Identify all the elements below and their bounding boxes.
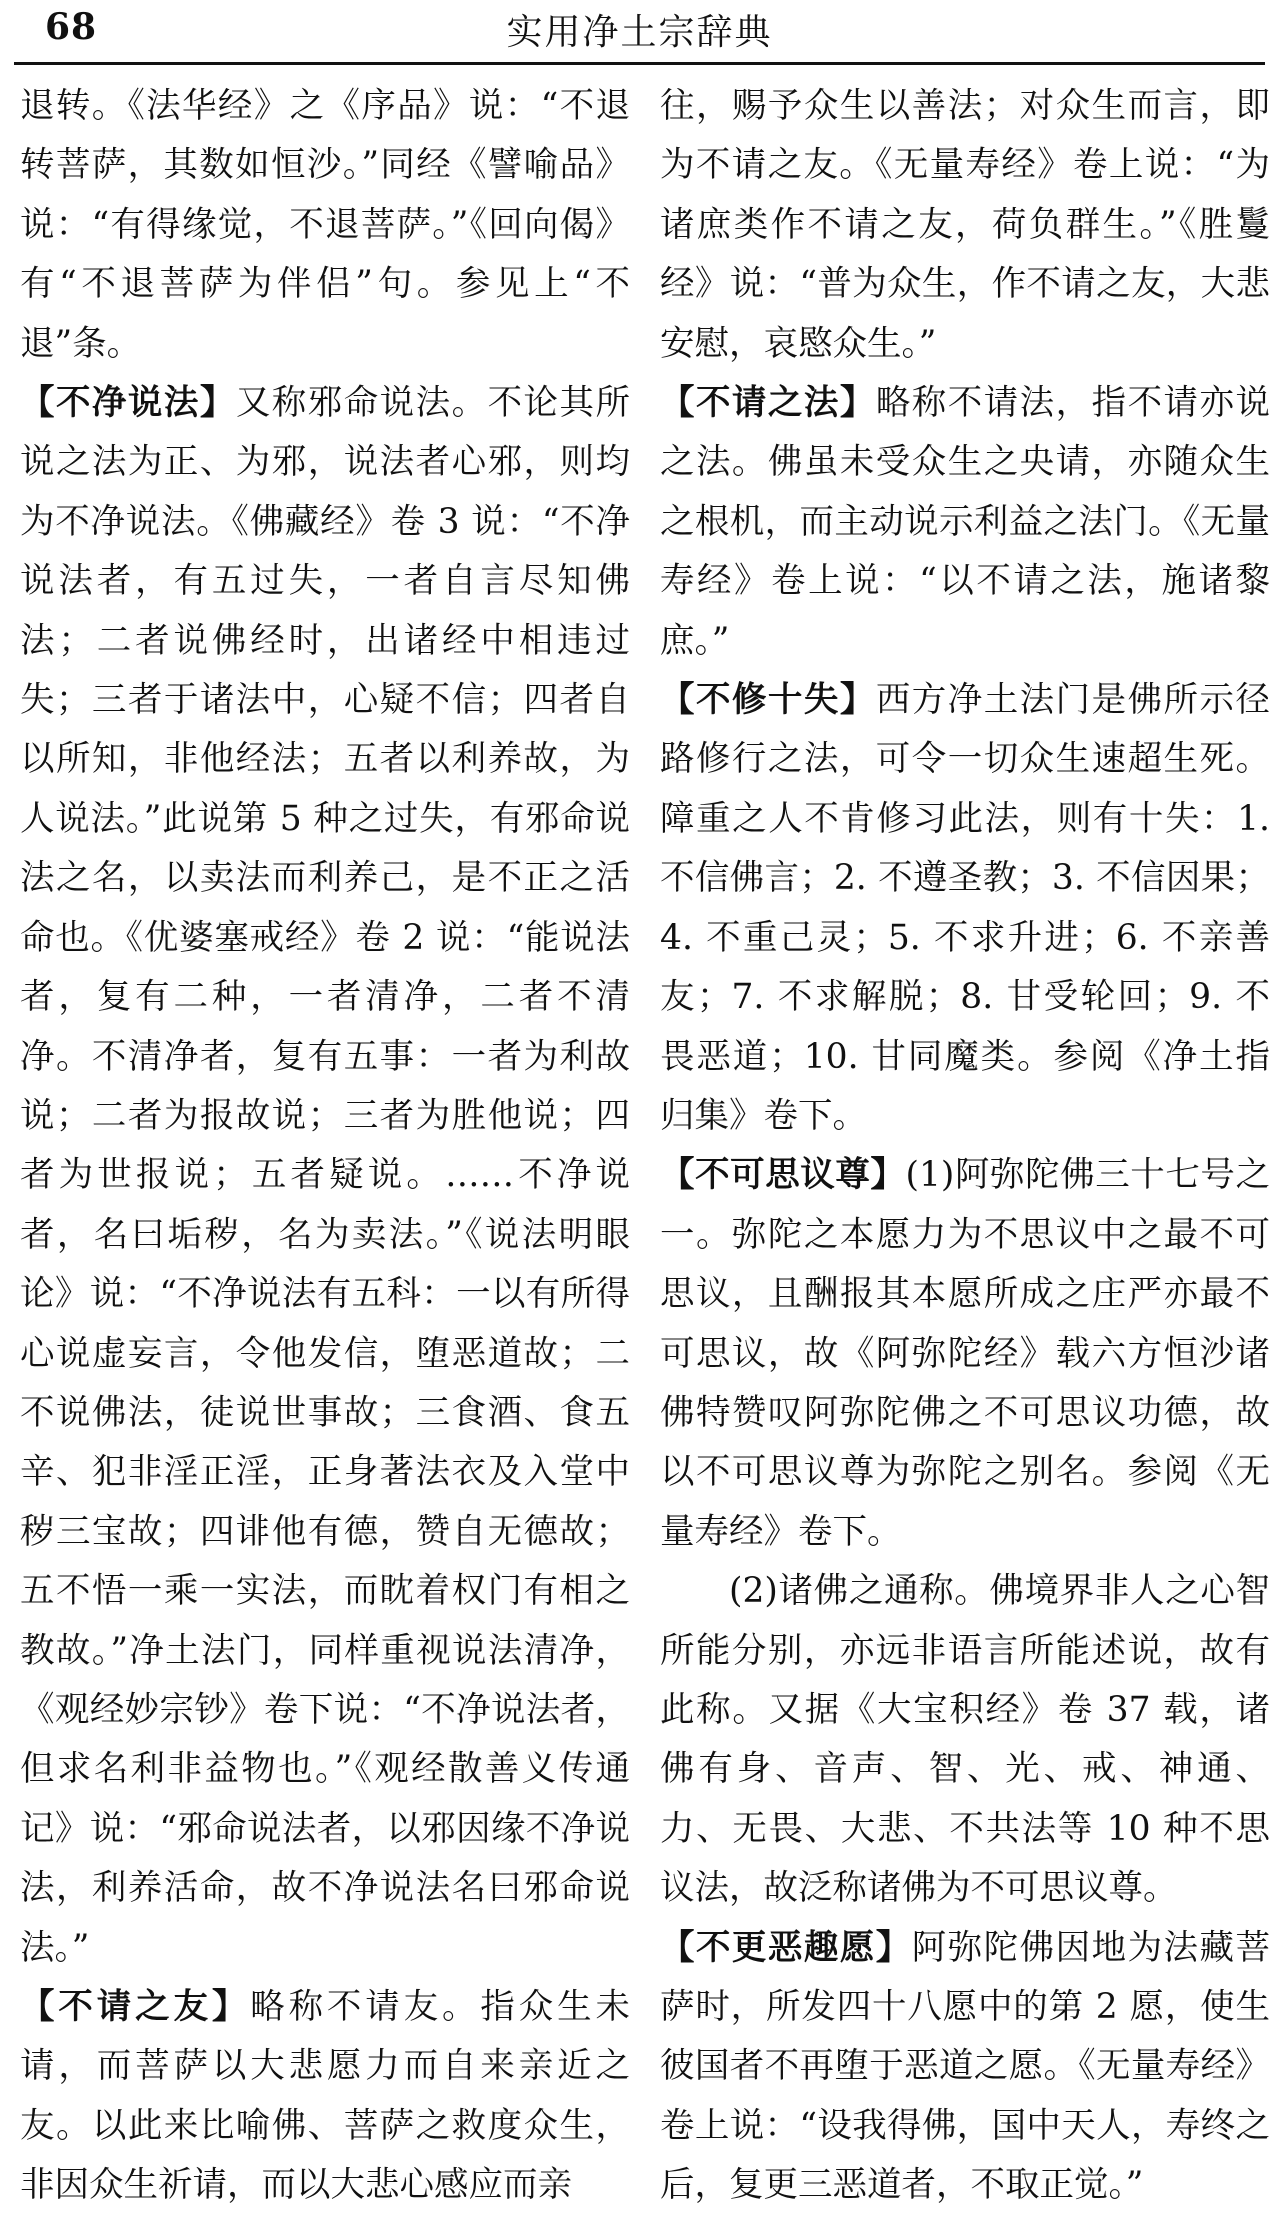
- entry-headword: 【不可思议尊】: [660, 1155, 906, 1196]
- header-rule: [14, 62, 1265, 65]
- page-header: [0, 0, 1279, 70]
- entry-definition: 又称邪命说法。不论其所说之法为正、为邪，说法者心邪，则均为不净说法。《佛藏经》卷 3 说：“不净说法者，有五过失，一者自言尽知佛法；二者说佛经时，出诸经中相违过失；三者于诸法中，心疑不信；四者自以所知，非他经法；五者以利养故，为人说法。”此说第 5 种之过失，有邪命说法之名，以卖法而利养己，是不正之活命也。《优婆塞戒经》卷 2 说：“能说法者，复有二种，一者清净，二者不清净。不清净者，复有五事：一者为利故说；二者为报故说；三者为胜他说；四者为世报说；五者疑说。……不净说者，名曰垢秽，名为卖法。”《说法明眼论》说：“不净说法有五科：一以有所得心说虚妄言，令他发信，堕恶道故；二不说佛法，徒说世事故；三食酒、食五辛、犯非淫正淫，正身著法衣及入堂中秽三宝故；四诽他有德，赞自无德故；五不悟一乘一实法，而眈着权门有相之教故。”净土法门，同样重视说法清净，《观经妙宗钞》卷下说：“不净说法者，但求名利非益物也。”《观经散善义传通记》说：“邪命说法者，以邪因缘不净说法，利养活命，故不净说法名曰邪命说法。”: [20, 383, 630, 1968]
- entry-headword: 【不请之法】: [660, 383, 876, 424]
- entry-definition: (1)阿弥陀佛三十七号之一。弥陀之本愿力为不思议中之最不可思议，且酬报其本愿所成之庄严亦最不可思议，故《阿弥陀经》载六方恒沙诸佛特赞叹阿弥陀佛之不可思议功德，故以不可思议尊为弥陀之别名。参阅《无量寿经》卷下。: [660, 1155, 1271, 1552]
- dictionary-entry: [660, 374, 1270, 671]
- running-title: 实用净土宗辞典: [506, 12, 773, 53]
- entry-headword: 【不请之友】: [20, 1987, 251, 2027]
- entry-definition: 略称不请友。指众生未请，而菩萨以大悲愿力而自来亲近之友。以此来比喻佛、菩萨之救度众生，非因众生祈请，而以大悲心感应而亲: [20, 1987, 631, 2206]
- entry-definition: 西方净土法门是佛所示径路修行之法，可令一切众生速超生死。障重之人不肯修习此法，则有十失：1. 不信佛言；2. 不遵圣教；3. 不信因果；4. 不重己灵；5. 不求升进；6. 不亲善友；7. 不求解脱；8. 甘受轮回；9. 不畏恶道；10. 甘同魔类。参阅《净土指归集》卷下。: [660, 680, 1270, 1136]
- entry-headword: 【不净说法】: [20, 383, 236, 424]
- dictionary-entry: [660, 671, 1270, 1146]
- entry-headword: 【不修十失】: [660, 680, 876, 721]
- page-number: 68: [45, 6, 98, 48]
- right-column: [660, 77, 1270, 2216]
- entry-definition: 阿弥陀佛因地为法藏菩萨时，所发四十八愿中的第 2 愿，使生彼国者不再堕于恶道之愿。《无量寿经》卷上说：“设我得佛，国中天人，寿终之后，复更三恶道者，不取正觉。”: [660, 1927, 1270, 2206]
- left-column: [20, 77, 630, 2216]
- dictionary-entry: [660, 1146, 1270, 1562]
- continued-text: 往，赐予众生以善法；对众生而言，即为不请之友。《无量寿经》卷上说：“为诸庶类作不请之友，荷负群生。”《胜鬘经》说：“普为众生，作不请之友，大悲安慰，哀愍众生。”: [660, 86, 1270, 364]
- continued-text: 退转。《法华经》之《序品》说：“不退转菩萨，其数如恒沙。”同经《譬喻品》说：“有得缘觉，不退菩萨。”《回向偈》有“不退菩萨为伴侣”句。参见上“不退”条。: [20, 86, 630, 364]
- dictionary-entry: [660, 1919, 1270, 2216]
- entry-sense: (2)诸佛之通称。佛境界非人之心智所能分别，亦远非语言所能述说，故有此称。又据《大宝积经》卷 37 载，诸佛有身、音声、智、光、戒、神通、力、无畏、大悲、不共法等 10 种不思议法，故泛称诸佛为不可思议尊。: [660, 1571, 1270, 1909]
- entry-definition: 略称不请法，指不请亦说之法。佛虽未受众生之央请，亦随众生之根机，而主动说示利益之法门。《无量寿经》卷上说：“以不请之法，施诸黎庶。”: [660, 383, 1270, 661]
- entry-headword: 【不更恶趣愿】: [660, 1927, 912, 1968]
- dictionary-entry: [20, 374, 630, 1978]
- dictionary-entry: [20, 1978, 630, 2216]
